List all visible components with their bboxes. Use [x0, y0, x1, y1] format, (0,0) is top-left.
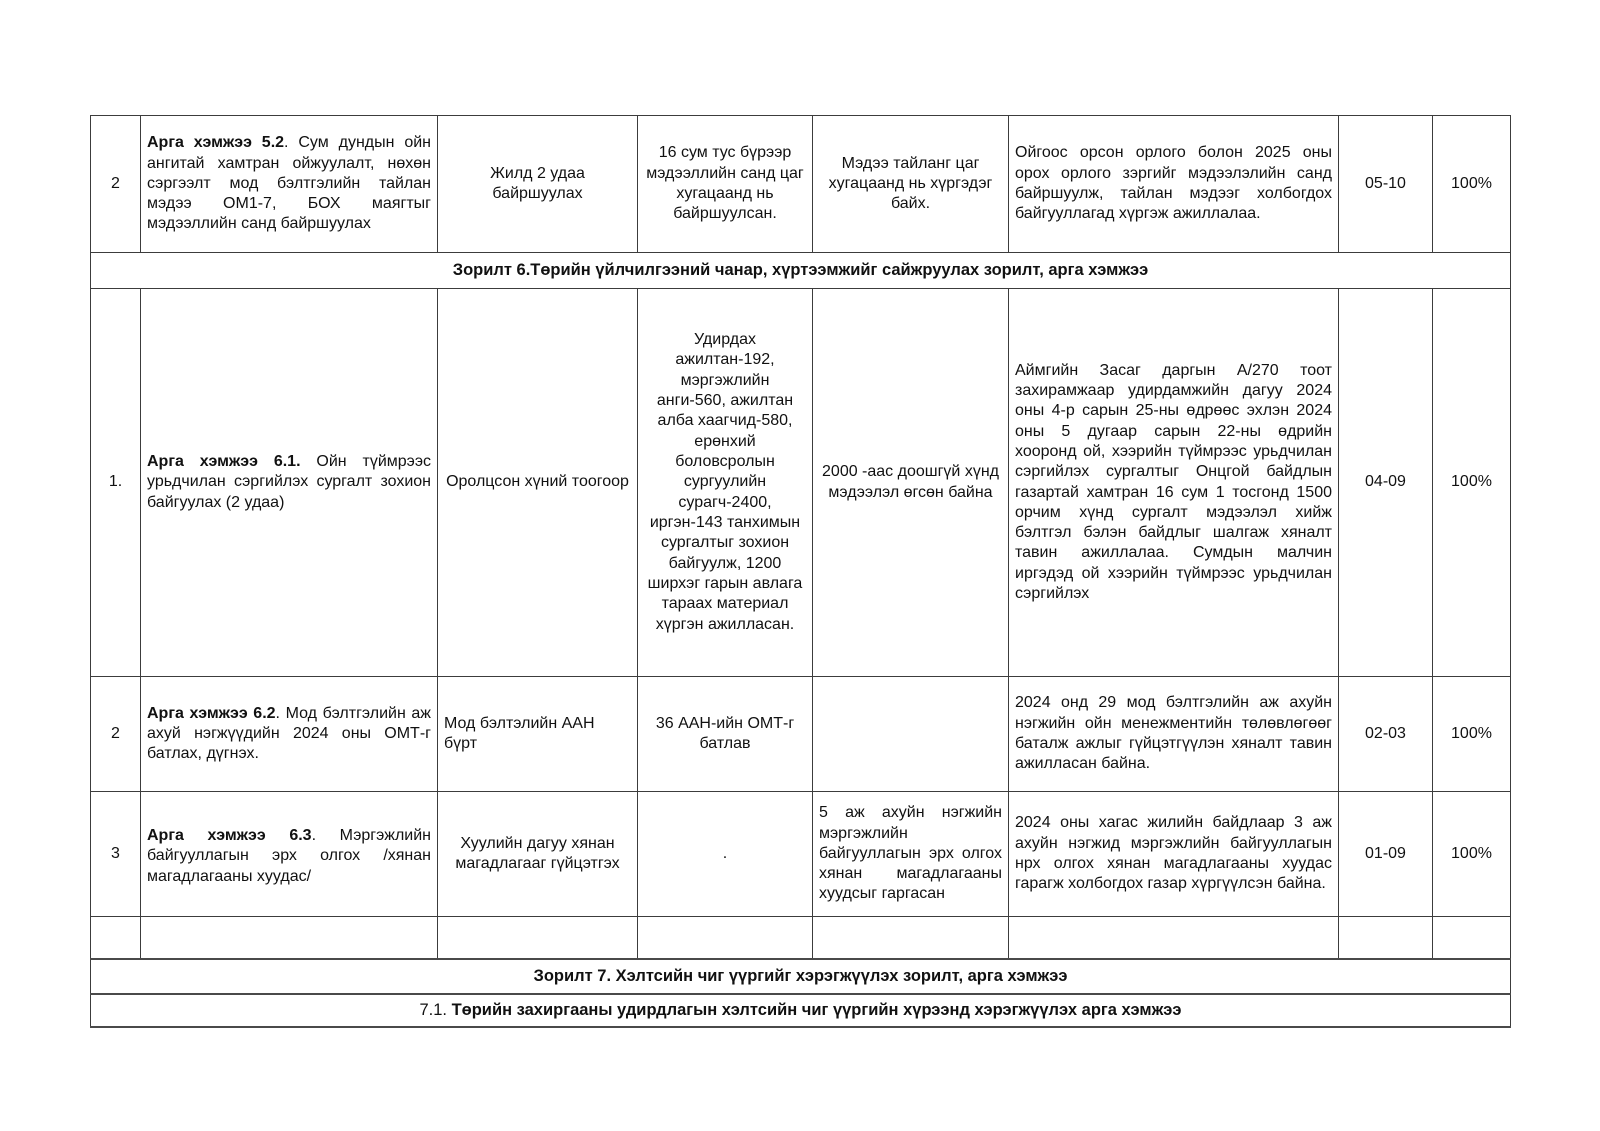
cell-number: 3	[91, 792, 141, 917]
cell-percent: 100%	[1433, 677, 1511, 792]
activity-text: . Сум дундын ойн ангитай хамтран ойжуулалт, нөхөн сэргээлт мод бэлтгэлийн тайлан мэдээ ОМ1-7, БОХ маягтыг мэдээллийн санд байршуулах	[147, 134, 432, 233]
cell-activity	[141, 792, 438, 917]
activity-text: Ойн түймрээс урьдчилан сэргийлэх сургалт зохион байгуулах (2 удаа)	[147, 453, 431, 511]
sub-7-1-header	[91, 994, 1511, 1027]
cell-target: Мод бэлтэлийн ААН бүрт	[438, 677, 638, 792]
activity-text: . Мод бэлтгэлийн аж ахуй нэгжүүдийн 2024 оны ОМТ-г батлах, дүгнэх.	[147, 704, 432, 763]
cell-period: 04-09	[1339, 289, 1433, 677]
cell-number: 2	[91, 677, 141, 792]
cell-indicator: .	[638, 792, 813, 917]
cell-indicator: Удирдах ажилтан-192, мэргэжлийн анги-560, ажилтан алба хаагчид-580, ерөнхий боловсролын сургуулийн сурагч-2400, иргэн-143 танхимын сургалтыг зохион байгуулж, 1200 ширхэг гарын авлага тараах материал хүргэн ажилласан.	[638, 289, 813, 677]
cell-empty	[141, 917, 438, 959]
table-row-goal-6	[91, 253, 1511, 289]
sub-7-1-text: Төрийн захиргааны удирдлагын хэлтсийн чиг үүргийн хүрээнд хэрэгжүүлэх арга хэмжээ	[451, 1000, 1182, 1019]
activity-title: Арга хэмжээ 6.3	[147, 827, 312, 845]
cell-indicator: 16 сум тус бүрээр мэдээллийн санд цаг хугацаанд нь байршуулсан.	[638, 116, 813, 253]
cell-criteria: Мэдээ тайланг цаг хугацаанд нь хүргэдэг байх.	[813, 116, 1009, 253]
cell-indicator: 36 ААН-ийн ОМТ-г батлав	[638, 677, 813, 792]
activity-text: . Мэргэжлийн байгууллагын эрх олгох /хянан магадлагааны хуудас/	[147, 827, 432, 885]
cell-period: 02-03	[1339, 677, 1433, 792]
cell-percent: 100%	[1433, 116, 1511, 253]
cell-target: Хуулийн дагуу хянан магадлагааг гүйцэтгэх	[438, 792, 638, 917]
cell-criteria	[813, 677, 1009, 792]
cell-activity	[141, 289, 438, 677]
activity-title: Арга хэмжээ 6.2	[147, 704, 276, 722]
cell-number: 1.	[91, 289, 141, 677]
cell-period: 01-09	[1339, 792, 1433, 917]
cell-result: Ойгоос орсон орлого болон 2025 оны орох орлого зэргийг мэдээлэлийн санд байршуулж, тайлан мэдээг холбогдох байгууллагад хүргэж ажиллалаа.	[1009, 116, 1339, 253]
table-row-activity-6-1	[91, 289, 1511, 677]
cell-target: Жилд 2 удаа байршуулах	[438, 116, 638, 253]
table-row-sub-7-1	[91, 994, 1511, 1027]
cell-result: 2024 онд 29 мод бэлтгэлийн аж ахуйн нэгжийн ойн менежментийн төлөвлөгөөг баталж ажлыг гүйцэтгүүлэн хяналт тавин ажилласан байна.	[1009, 677, 1339, 792]
table-row-activity-5-2	[91, 116, 1511, 253]
cell-empty	[91, 917, 141, 959]
cell-result: Аймгийн Засаг даргын А/270 тоот захирамжаар удирдамжийн дагуу 2024 оны 4-р сарын 25-ны өдрөөс эхлэн 2024 оны 5 дугаар сарын 22-ны өдрийн хооронд ой, хээрийн түймрээс урьдчилан сэргийлэх сургалтыг Онцгой байдлын газартай хамтран 16 сум 1 тосгонд 1500 орчим хүнд сургалт мэдээлэл хийж бэлтгэл бэлэн байдлыг шалгаж хяналт тавин ажиллалаа. Сумдын малчин иргэдэд ой хээрийн түймрээс урьдчилан сэргийлэх	[1009, 289, 1339, 677]
cell-target: Оролцсон хүний тоогоор	[438, 289, 638, 677]
table-row-activity-6-3	[91, 792, 1511, 917]
cell-empty	[1433, 917, 1511, 959]
table-row-goal-7	[91, 959, 1511, 994]
activity-report-table	[90, 115, 1511, 1028]
cell-criteria: 2000 -аас доошгүй хүнд мэдээлэл өгсөн байна	[813, 289, 1009, 677]
cell-empty	[813, 917, 1009, 959]
goal-6-header: Зорилт 6.Төрийн үйлчилгээний чанар, хүртээмжийг сайжруулах зорилт, арга хэмжээ	[91, 253, 1511, 289]
cell-empty	[438, 917, 638, 959]
activity-title: Арга хэмжээ 5.2	[147, 134, 285, 152]
cell-empty	[638, 917, 813, 959]
cell-empty	[1339, 917, 1433, 959]
cell-activity	[141, 116, 438, 253]
table-row-empty	[91, 917, 1511, 959]
cell-period: 05-10	[1339, 116, 1433, 253]
table-row-activity-6-2	[91, 677, 1511, 792]
cell-percent: 100%	[1433, 792, 1511, 917]
cell-number: 2	[91, 116, 141, 253]
activity-title: Арга хэмжээ 6.1.	[147, 453, 301, 471]
sub-7-1-number: 7.1.	[419, 1000, 452, 1019]
cell-percent: 100%	[1433, 289, 1511, 677]
cell-result: 2024 оны хагас жилийн байдлаар 3 аж ахуйн нэгжид мэргэжлийн байгууллагын нрх олгох хянан магадлагааны хуудас гарагж холбогдох газар хүргүүлсэн байна.	[1009, 792, 1339, 917]
goal-7-header: Зорилт 7. Хэлтсийн чиг үүргийг хэрэгжүүлэх зорилт, арга хэмжээ	[91, 959, 1511, 994]
cell-empty	[1009, 917, 1339, 959]
cell-activity	[141, 677, 438, 792]
cell-criteria: 5 аж ахуйн нэгжийн мэргэжлийн байгууллагын эрх олгох хянан магадлагааны хуудсыг гаргасан	[813, 792, 1009, 917]
